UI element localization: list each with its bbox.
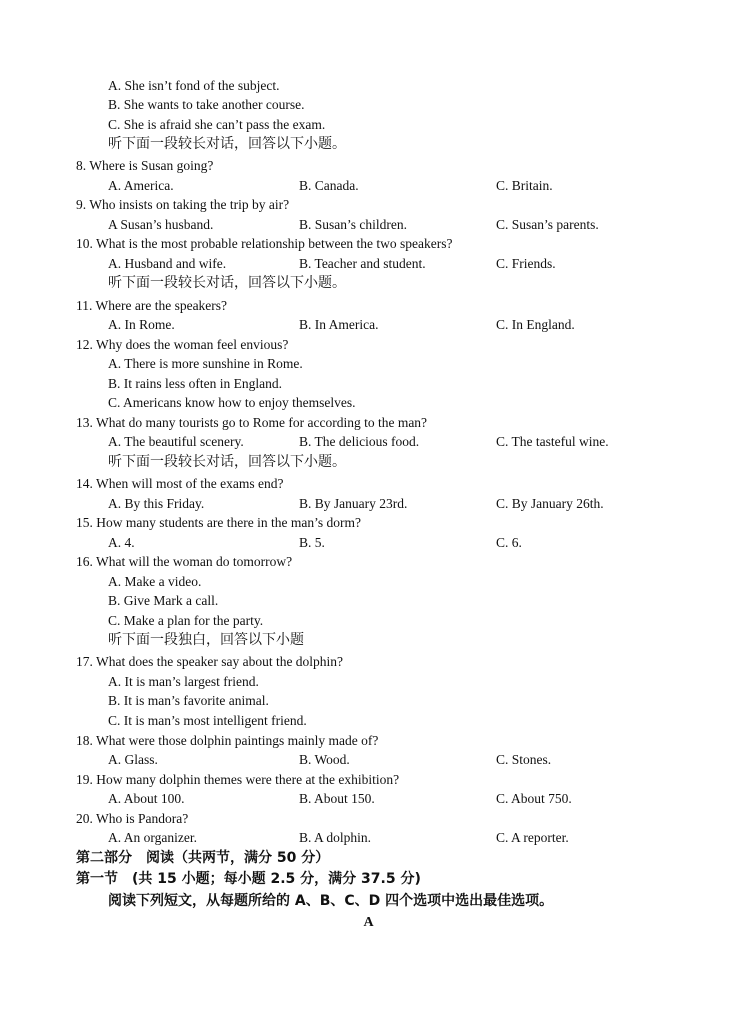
instruction-long-dialogue: 听下面一段较长对话，回答以下小题。	[108, 136, 346, 152]
option-10a: A. Husband and wife.	[108, 256, 227, 271]
question-17: 17. What does the speaker say about the dolphin?	[76, 654, 344, 669]
question-15: 15. How many students are there in the man’s dorm?	[76, 515, 361, 530]
question-18: 18. What were those dolphin paintings mainly made of?	[76, 733, 379, 748]
option-7c: C. She is afraid she can’t pass the exam.	[108, 117, 326, 132]
option-16a: A. Make a video.	[108, 574, 202, 589]
option-13b: B. The delicious food.	[299, 434, 420, 449]
question-16: 16. What will the woman do tomorrow?	[76, 554, 293, 569]
option-8b: B. Canada.	[299, 178, 359, 193]
option-20a: A. An organizer.	[108, 830, 197, 845]
option-18c: C. Stones.	[496, 752, 552, 767]
option-10c: C. Friends.	[496, 256, 556, 271]
reading-instruction: 阅读下列短文，从每题所给的 A、B、C、D 四个选项中选出最佳选项。	[108, 893, 554, 909]
question-11: 11. Where are the speakers?	[76, 298, 228, 313]
passage-label: A	[363, 915, 374, 930]
question-20: 20. Who is Pandora?	[76, 811, 189, 826]
question-14: 14. When will most of the exams end?	[76, 476, 284, 491]
option-7b: B. She wants to take another course.	[108, 97, 305, 112]
option-7a: A. She isn’t fond of the subject.	[108, 78, 280, 93]
option-11b: B. In America.	[299, 317, 379, 332]
option-11a: A. In Rome.	[108, 317, 175, 332]
option-12a: A. There is more sunshine in Rome.	[108, 356, 303, 371]
option-14c: C. By January 26th.	[496, 496, 604, 511]
option-19c: C. About 750.	[496, 791, 572, 806]
option-18a: A. Glass.	[108, 752, 158, 767]
option-14b: B. By January 23rd.	[299, 496, 408, 511]
option-17b: B. It is man’s favorite animal.	[108, 693, 269, 708]
option-16b: B. Give Mark a call.	[108, 593, 219, 608]
option-15c: C. 6.	[496, 535, 522, 550]
option-17a: A. It is man’s largest friend.	[108, 674, 259, 689]
option-18b: B. Wood.	[299, 752, 350, 767]
option-9b: B. Susan’s children.	[299, 217, 407, 232]
option-10b: B. Teacher and student.	[299, 256, 426, 271]
option-8c: C. Britain.	[496, 178, 553, 193]
option-15a: A. 4.	[108, 535, 135, 550]
option-11c: C. In England.	[496, 317, 575, 332]
question-8: 8. Where is Susan going?	[76, 158, 214, 173]
option-12b: B. It rains less often in England.	[108, 376, 282, 391]
option-16c: C. Make a plan for the party.	[108, 613, 264, 628]
option-9c: C. Susan’s parents.	[496, 217, 599, 232]
option-17c: C. It is man’s most intelligent friend.	[108, 713, 307, 728]
option-19a: A. About 100.	[108, 791, 185, 806]
question-13: 13. What do many tourists go to Rome for according to the man?	[76, 415, 428, 430]
option-12c: C. Americans know how to enjoy themselves.	[108, 395, 356, 410]
option-9a: A Susan’s husband.	[108, 217, 214, 232]
section-one-heading: 第一节 (共 15 小题；每小题 2.5 分，满分 37.5 分)	[76, 871, 421, 887]
option-13c: C. The tasteful wine.	[496, 434, 609, 449]
option-19b: B. About 150.	[299, 791, 375, 806]
instruction-monologue: 听下面一段独白，回答以下小题	[108, 632, 304, 648]
option-20b: B. A dolphin.	[299, 830, 372, 845]
option-14a: A. By this Friday.	[108, 496, 205, 511]
question-12: 12. Why does the woman feel envious?	[76, 337, 289, 352]
instruction-long-dialogue: 听下面一段较长对话，回答以下小题。	[108, 275, 346, 291]
option-8a: A. America.	[108, 178, 174, 193]
question-19: 19. How many dolphin themes were there at the exhibition?	[76, 772, 400, 787]
instruction-long-dialogue: 听下面一段较长对话，回答以下小题。	[108, 454, 346, 470]
part-two-heading: 第二部分 阅读（共两节，满分 50 分）	[76, 850, 330, 866]
option-20c: C. A reporter.	[496, 830, 569, 845]
question-9: 9. Who insists on taking the trip by air?	[76, 197, 290, 212]
option-13a: A. The beautiful scenery.	[108, 434, 244, 449]
option-15b: B. 5.	[299, 535, 325, 550]
question-10: 10. What is the most probable relationship between the two speakers?	[76, 236, 453, 251]
